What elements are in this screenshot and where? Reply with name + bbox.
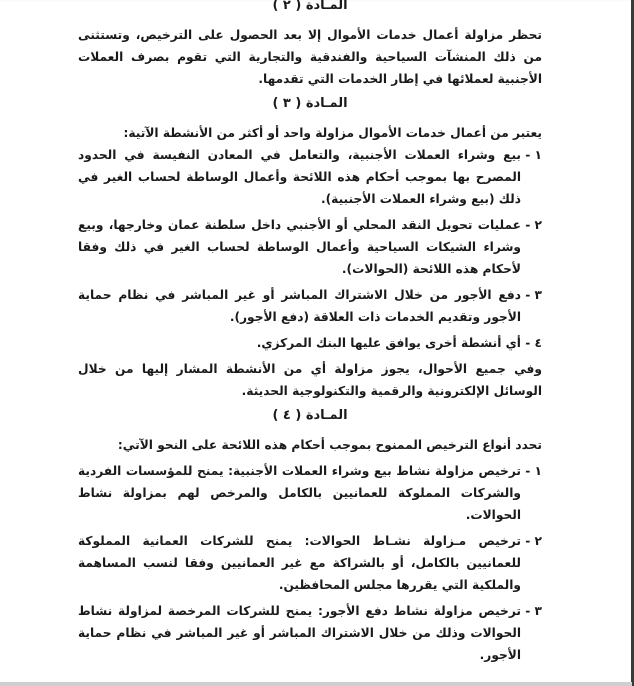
article-3-closing: وفي جميع الأحوال، يجوز مزاولة أي من الأنشطة المشار إليها من خلال الوسائل الإلكترونية والرقمية والتكنولوجية الحديثة. (78, 362, 542, 398)
article-3-intro: يعتبر من أعمال خدمات الأموال مزاولة واحد أو أكثر من الأنشطة الآتية: (123, 126, 542, 140)
article-4-item (78, 600, 542, 666)
article-3-item (78, 284, 542, 328)
article-4-item (78, 530, 542, 596)
item-text: عمليات تحويل النقد المحلي أو الأجنبي داخل سلطنة عمان وخارجها، وبيع وشراء الشيكات السياحية وأعمال الوساطة لحساب الغير في ذلك وفقا لأحكام هذه اللائحة (الحوالات). (78, 218, 521, 276)
item-number: ١ - (521, 148, 542, 162)
document-page (78, 0, 542, 686)
item-number: ٢ - (521, 534, 542, 548)
article-2-heading: المـادة ( ٢ ) (272, 0, 348, 13)
article-3-item (78, 144, 542, 210)
item-text: أي أنشطة أخرى يوافق عليها البنك المركزي. (256, 336, 521, 350)
item-number: ٤ - (521, 336, 542, 350)
article-3-heading: المـادة ( ٣ ) (272, 96, 348, 111)
item-number: ٣ - (521, 288, 542, 302)
item-text: ترخيص مزاولة نشاط دفع الأجور: يمنح للشركات المرخصة لمزاولة نشاط الحوالات وذلك من خلال الاشتراك المباشر أو غير المباشر في نظام حماية الأجور. (78, 604, 521, 662)
article-3-item (78, 332, 542, 354)
item-text: ترخيص مزاولة نشاط بيع وشراء العملات الأجنبية: يمنح للمؤسسات الفردية والشركات المملوكة للعمانيين بالكامل والمرخص لهم بمزاولة نشاط الحوالات. (78, 464, 521, 522)
item-number: ١ - (521, 464, 542, 478)
article-3-item (78, 214, 542, 280)
item-text: دفع الأجور من خلال الاشتراك المباشر أو غير المباشر في نظام حماية الأجور وتقديم الخدمات ذات العلاقة (دفع الأجور). (78, 288, 521, 324)
item-number: ٣ - (521, 604, 542, 618)
item-number: ٢ - (521, 218, 542, 232)
article-4-intro: تحدد أنواع الترخيص الممنوح بموجب أحكام هذه اللائحة على النحو الآتي: (117, 438, 542, 452)
article-4-heading: المـادة ( ٤ ) (272, 408, 348, 423)
item-text: ترخيص مـزاولة نشـاط الحوالات: يمنح للشركات العمانية المملوكة للعمانيين بالكامل، أو بالشراكة مع غير العمانيين وفقا لنسب المساهمة والملكية التي يقررها مجلس المحافظين. (78, 534, 521, 592)
article-2-text: تحظر مزاولة أعمال خدمات الأموال إلا بعد الحصول على الترخيص، وتستثنى من ذلك المنشآت السياحية والفندقية والتجارية التي تقوم بصرف العملات الأجنبية لعملائها في إطار الخدمات التي تقدمها. (78, 28, 542, 86)
article-4-item (78, 460, 542, 526)
item-text: بيع وشراء العملات الأجنبية، والتعامل في المعادن النفيسة في الحدود المصرح بها بموجب أحكام هذه اللائحة وأعمال الوساطة لحساب الغير في ذلك (بيع وشراء العملات الأجنبية). (78, 148, 521, 206)
